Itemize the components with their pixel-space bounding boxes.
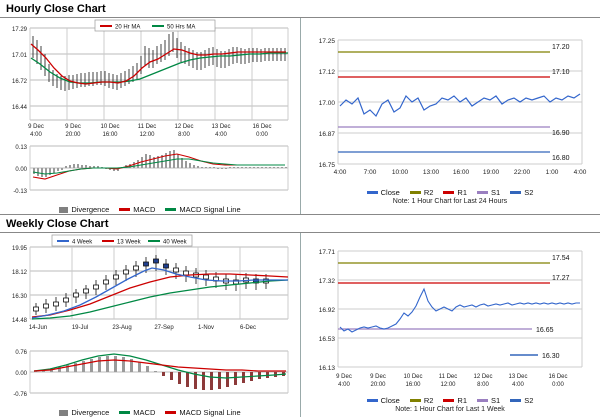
hourly-s2-label: 16.80 xyxy=(552,155,570,162)
legend-item-r2-weekly xyxy=(410,396,434,405)
weekly-levels-ytick-0: 17.71 xyxy=(318,249,335,256)
weekly-legend-label-1: 13 Week xyxy=(117,239,141,246)
s1-swatch-icon xyxy=(477,399,488,402)
weekly-macd-ytick-1: 0.00 xyxy=(15,371,27,377)
hourly-macd-chart xyxy=(0,140,300,205)
legend-label-s1: S1 xyxy=(491,188,501,197)
weekly-levels-xtick-5-day: 13 Dec xyxy=(508,374,528,380)
hourly-price-chart xyxy=(0,18,300,140)
close-swatch-icon xyxy=(367,191,378,194)
hourly-levels-xtick-3: 13:00 xyxy=(422,169,440,176)
weekly-levels-xtick-4-time: 8:00 xyxy=(477,382,489,388)
hourly-levels-ytick-3: 16.87 xyxy=(318,131,335,138)
legend-item-r1-weekly xyxy=(443,396,467,405)
hourly-s1-label: 16.90 xyxy=(552,130,570,137)
weekly-levels-xtick-3-time: 12:00 xyxy=(440,382,456,388)
weekly-macd-ytick-2: -0.76 xyxy=(13,392,27,398)
legend-label-macd-signal: MACD Signal Line xyxy=(179,205,241,214)
weekly-legend-label-2: 40 Week xyxy=(163,239,187,246)
weekly-left-column xyxy=(0,233,300,417)
hourly-price-ytick-2: 16.72 xyxy=(11,79,27,85)
hourly-macd-legend xyxy=(0,205,300,214)
weekly-levels-xtick-2-time: 16:00 xyxy=(405,382,421,388)
legend-item-s2 xyxy=(510,188,533,197)
weekly-levels-xtick-1-day: 9 Dec xyxy=(370,374,386,380)
weekly-xtick-1: 19-Jul xyxy=(71,325,89,331)
hourly-price-legend xyxy=(95,20,215,31)
weekly-levels-xtick-0-time: 4:00 xyxy=(338,382,350,388)
hourly-row xyxy=(0,18,600,214)
legend-item-s1 xyxy=(477,188,500,197)
legend-label-r2: R2 xyxy=(423,188,434,197)
hourly-xtick-3-time: 12:00 xyxy=(139,132,155,138)
legend-item-close-weekly xyxy=(367,396,400,405)
legend-label-r1-weekly: R1 xyxy=(457,396,467,405)
r2-swatch-icon xyxy=(410,399,421,402)
weekly-levels-xtick-6-time: 0:00 xyxy=(552,382,564,388)
weekly-macd-chart xyxy=(0,346,300,408)
legend-item-r2 xyxy=(410,188,434,197)
hourly-levels-chart xyxy=(300,18,600,188)
hourly-levels-note: Note: 1 Hour Chart for Last 24 Hours xyxy=(392,198,508,205)
close-swatch-icon xyxy=(367,399,378,402)
weekly-price-ytick-3: 14.48 xyxy=(11,318,27,324)
weekly-column-divider xyxy=(300,233,301,417)
weekly-price-legend xyxy=(52,235,192,246)
weekly-xtick-4: 1-Nov xyxy=(197,325,215,331)
hourly-xtick-1-time: 20:00 xyxy=(65,132,81,138)
weekly-levels-xtick-4-day: 12 Dec xyxy=(473,374,493,380)
hourly-macd-ytick-1: 0.00 xyxy=(15,167,27,173)
weekly-xtick-2: 23-Aug xyxy=(112,325,132,331)
hourly-levels-xtick-2: 10:00 xyxy=(391,169,409,176)
hourly-r1-label: 17.10 xyxy=(552,69,570,76)
weekly-price-ytick-2: 16.30 xyxy=(11,294,27,300)
hourly-macd-ytick-2: -0.13 xyxy=(13,189,27,195)
hourly-levels-xtick-1: 7:00 xyxy=(363,169,377,176)
legend-label-divergence: Divergence xyxy=(71,205,110,214)
weekly-s1-label: 16.65 xyxy=(536,327,554,334)
s1-swatch-icon xyxy=(477,191,488,194)
macd-signal-swatch-icon xyxy=(165,208,176,211)
hourly-column-divider xyxy=(300,18,301,214)
legend-item-macd xyxy=(119,205,155,214)
hourly-levels-ytick-4: 16.75 xyxy=(318,162,335,169)
weekly-title: Weekly Close Chart xyxy=(6,218,109,230)
hourly-legend-label-1: 50 Hrs MA xyxy=(167,24,196,31)
weekly-levels-chart xyxy=(300,233,600,396)
weekly-levels-note: Note: 1 Hour Chart for Last 1 Week xyxy=(395,406,505,413)
weekly-r2-label: 17.54 xyxy=(552,255,570,262)
legend-label-close: Close xyxy=(380,188,400,197)
weekly-levels-xtick-1-time: 20:00 xyxy=(370,382,386,388)
hourly-title: Hourly Close Chart xyxy=(6,3,106,15)
r2-swatch-icon xyxy=(410,191,421,194)
hourly-legend-label-0: 20 Hr MA xyxy=(115,24,141,31)
weekly-row xyxy=(0,233,600,417)
weekly-section xyxy=(0,215,600,417)
weekly-price-ytick-1: 18.12 xyxy=(11,270,27,276)
legend-item-macd-signal xyxy=(165,205,240,214)
r1-swatch-icon xyxy=(443,399,454,402)
weekly-levels-legend xyxy=(300,396,600,405)
weekly-xtick-3: 27-Sep xyxy=(154,325,174,331)
hourly-levels-xtick-7: 1:00 xyxy=(545,169,559,176)
weekly-r1-label: 17.27 xyxy=(552,275,570,282)
hourly-price-ytick-1: 17.01 xyxy=(11,53,27,59)
macd-swatch-icon xyxy=(119,208,130,211)
hourly-left-column xyxy=(0,18,300,214)
hourly-price-ytick-0: 17.29 xyxy=(11,27,27,33)
weekly-levels-xtick-5-time: 4:00 xyxy=(512,382,524,388)
weekly-s2-label: 16.30 xyxy=(542,353,560,360)
hourly-levels-xtick-5: 19:00 xyxy=(482,169,500,176)
r1-swatch-icon xyxy=(443,191,454,194)
weekly-levels-xtick-3-day: 11 Dec xyxy=(438,374,458,380)
hourly-xtick-2-time: 16:00 xyxy=(102,132,118,138)
legend-label-macd: MACD xyxy=(133,205,156,214)
weekly-macd-ytick-0: 0.76 xyxy=(15,350,27,356)
weekly-levels-ytick-3: 16.53 xyxy=(318,336,335,343)
legend-item-close xyxy=(367,188,400,197)
legend-item-r1 xyxy=(443,188,467,197)
legend-label-divergence-weekly: Divergence xyxy=(71,408,110,417)
hourly-xtick-3-day: 11 Dec xyxy=(137,124,157,130)
hourly-xtick-4-time: 8:00 xyxy=(178,132,190,138)
weekly-levels-xtick-2-day: 10 Dec xyxy=(403,374,423,380)
legend-label-s2: S2 xyxy=(524,188,534,197)
weekly-levels-ytick-1: 17.32 xyxy=(318,278,335,285)
weekly-levels-ytick-2: 16.92 xyxy=(318,307,335,314)
weekly-price-ytick-0: 19.95 xyxy=(11,246,27,252)
hourly-xtick-2-day: 10 Dec xyxy=(100,124,120,130)
hourly-levels-xtick-8: 4:00 xyxy=(573,169,587,176)
legend-label-s1-weekly: S1 xyxy=(491,396,501,405)
hourly-levels-xtick-0: 4:00 xyxy=(333,169,347,176)
hourly-xtick-4-day: 12 Dec xyxy=(174,124,194,130)
hourly-levels-ytick-0: 17.25 xyxy=(318,38,335,45)
legend-label-macd-signal-weekly: MACD Signal Line xyxy=(179,408,241,417)
legend-label-r1: R1 xyxy=(457,188,467,197)
hourly-xtick-6-day: 16 Dec xyxy=(252,124,272,130)
hourly-levels-xtick-4: 16:00 xyxy=(452,169,470,176)
hourly-macd-ytick-0: 0.13 xyxy=(15,145,27,151)
weekly-levels-xtick-6-day: 16 Dec xyxy=(548,374,568,380)
hourly-right-column xyxy=(300,18,600,214)
legend-label-r2-weekly: R2 xyxy=(423,396,434,405)
legend-item-s1-weekly xyxy=(477,396,500,405)
hourly-levels-ytick-1: 17.12 xyxy=(318,69,335,76)
hourly-levels-xtick-6: 22:00 xyxy=(513,169,531,176)
hourly-r2-label: 17.20 xyxy=(552,44,570,51)
legend-item-s2-weekly xyxy=(510,396,533,405)
legend-item-divergence xyxy=(59,205,109,214)
s2-swatch-icon xyxy=(510,399,521,402)
hourly-xtick-1-day: 9 Dec xyxy=(65,124,81,130)
legend-label-close-weekly: Close xyxy=(380,396,400,405)
s2-swatch-icon xyxy=(510,191,521,194)
divergence-swatch-icon xyxy=(59,207,68,213)
weekly-xtick-0: 14-Jun xyxy=(28,325,48,331)
weekly-right-column xyxy=(300,233,600,417)
weekly-levels-xtick-0-day: 9 Dec xyxy=(336,374,352,380)
weekly-price-chart xyxy=(0,233,300,346)
hourly-xtick-0-time: 4:00 xyxy=(30,132,42,138)
hourly-xtick-6-time: 0:00 xyxy=(256,132,268,138)
hourly-levels-ytick-2: 17.00 xyxy=(318,100,335,107)
hourly-xtick-5-day: 13 Dec xyxy=(211,124,231,130)
hourly-levels-legend xyxy=(300,188,600,197)
weekly-legend-label-0: 4 Week xyxy=(72,239,93,246)
hourly-xtick-0-day: 9 Dec xyxy=(28,124,44,130)
hourly-price-ytick-3: 16.44 xyxy=(11,105,27,111)
weekly-levels-ytick-4: 16.13 xyxy=(318,365,335,372)
legend-label-s2-weekly: S2 xyxy=(524,396,534,405)
legend-label-macd-weekly: MACD xyxy=(133,408,156,417)
weekly-xtick-5: 6-Dec xyxy=(239,325,257,331)
hourly-xtick-5-time: 4:00 xyxy=(215,132,227,138)
